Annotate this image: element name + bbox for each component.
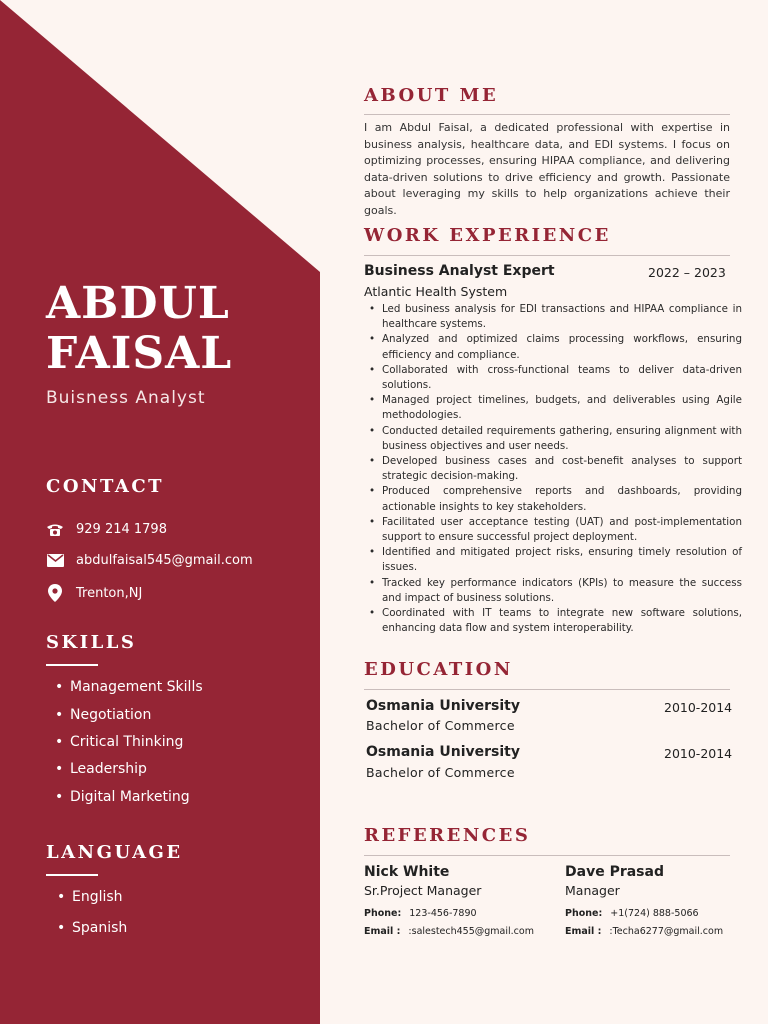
education-degree: Bachelor of Commerce [366,718,515,733]
sidebar-background [0,0,320,1024]
skills-underline [46,664,98,666]
email-address[interactable]: abdulfaisal545@gmail.com [76,553,253,568]
contact-heading: CONTACT [46,476,165,497]
contact-email [46,553,253,568]
about-text: I am Abdul Faisal, a dedicated professional with expertise in business analysis, healthcare data, and EDI systems. I focus on optimizing processes, ensuring HIPAA compliance, and delivering data-driven solutions to drive efficiency and growth. Passionate about leveraging my skills to help organizations achieve their goals. [364,121,730,217]
skill-item: • Management Skills [70,679,203,695]
language-item: • Spanish [72,920,127,936]
location-text: Trenton,NJ [76,585,143,601]
references-heading: REFERENCES [364,825,531,846]
work-divider [364,255,730,256]
job-company: Atlantic Health System [364,284,508,299]
language-heading: LANGUAGE [46,842,183,863]
reference-role: Sr.Project Manager [364,883,482,898]
list-item: • Managed project timelines, budgets, and deliverables using Agile methodologies. [382,393,742,423]
skill-item: • Digital Marketing [70,789,190,805]
education-dates: 2010-2014 [664,746,733,761]
reference-role: Manager [565,883,620,898]
phone-number[interactable]: 929 214 1798 [76,522,167,537]
reference-phone [364,908,477,919]
education-heading: EDUCATION [364,659,513,680]
list-item: • Identified and mitigated project risks, ensuring timely resolution of issues. [382,545,742,575]
email-label: Email : [364,926,401,937]
reference-name: Dave Prasad [565,864,664,880]
work-heading: WORK EXPERIENCE [364,225,611,246]
mail-icon [46,554,64,567]
list-item: • Analyzed and optimized claims processing workflows, ensuring efficiency and compliance. [382,332,742,362]
contact-phone [46,522,167,537]
education-divider [364,689,730,690]
skills-heading: SKILLS [46,632,137,653]
education-degree: Bachelor of Commerce [366,765,515,780]
responsibilities-list [364,302,742,636]
skill-item: • Critical Thinking [70,734,183,750]
job-dates: 2022 – 2023 [648,265,726,280]
phone-icon [46,523,64,537]
first-name: ABDUL [46,278,230,329]
list-item: • Tracked key performance indicators (KPIs) to measure the success and impact of business solutions. [382,576,742,606]
reference-phone-value[interactable]: 123-456-7890 [409,908,477,919]
reference-email [364,926,534,937]
location-pin-icon [46,584,64,602]
reference-name: Nick White [364,864,450,880]
list-item: • Collaborated with cross-functional teams to deliver data-driven solutions. [382,363,742,393]
reference-email-value[interactable]: :salestech455@gmail.com [408,926,534,937]
education-dates: 2010-2014 [664,700,733,715]
list-item: • Coordinated with IT teams to integrate new software solutions, enhancing data flow and system interoperability. [382,606,742,636]
list-item: • Conducted detailed requirements gathering, ensuring alignment with business objectives and user needs. [382,424,742,454]
list-item: • Facilitated user acceptance testing (UAT) and post-implementation support to ensure successful project deployment. [382,515,742,545]
email-label: Email : [565,926,602,937]
list-item: • Produced comprehensive reports and dashboards, providing actionable insights to key stakeholders. [382,484,742,514]
contact-location [46,584,142,602]
list-item: • Developed business cases and cost-benefit analyses to support strategic decision-making. [382,454,742,484]
about-heading: ABOUT ME [364,85,499,106]
phone-label: Phone: [565,908,603,919]
last-name: FAISAL [46,328,233,379]
job-title: Buisness Analyst [46,388,206,408]
reference-phone [565,908,699,919]
language-underline [46,874,98,876]
language-item: • English [72,889,123,905]
about-divider [364,114,730,115]
skill-item: • Leadership [70,761,147,777]
phone-label: Phone: [364,908,402,919]
list-item: • Led business analysis for EDI transactions and HIPAA compliance in healthcare systems. [382,302,742,332]
reference-email-value[interactable]: :Techa6277@gmail.com [609,926,724,937]
reference-phone-value[interactable]: +1(724) 888-5066 [610,908,699,919]
job-position: Business Analyst Expert [364,263,555,279]
reference-email [565,926,723,937]
skill-item: • Negotiation [70,707,151,723]
education-school: Osmania University [366,744,520,760]
references-divider [364,855,730,856]
education-school: Osmania University [366,698,520,714]
